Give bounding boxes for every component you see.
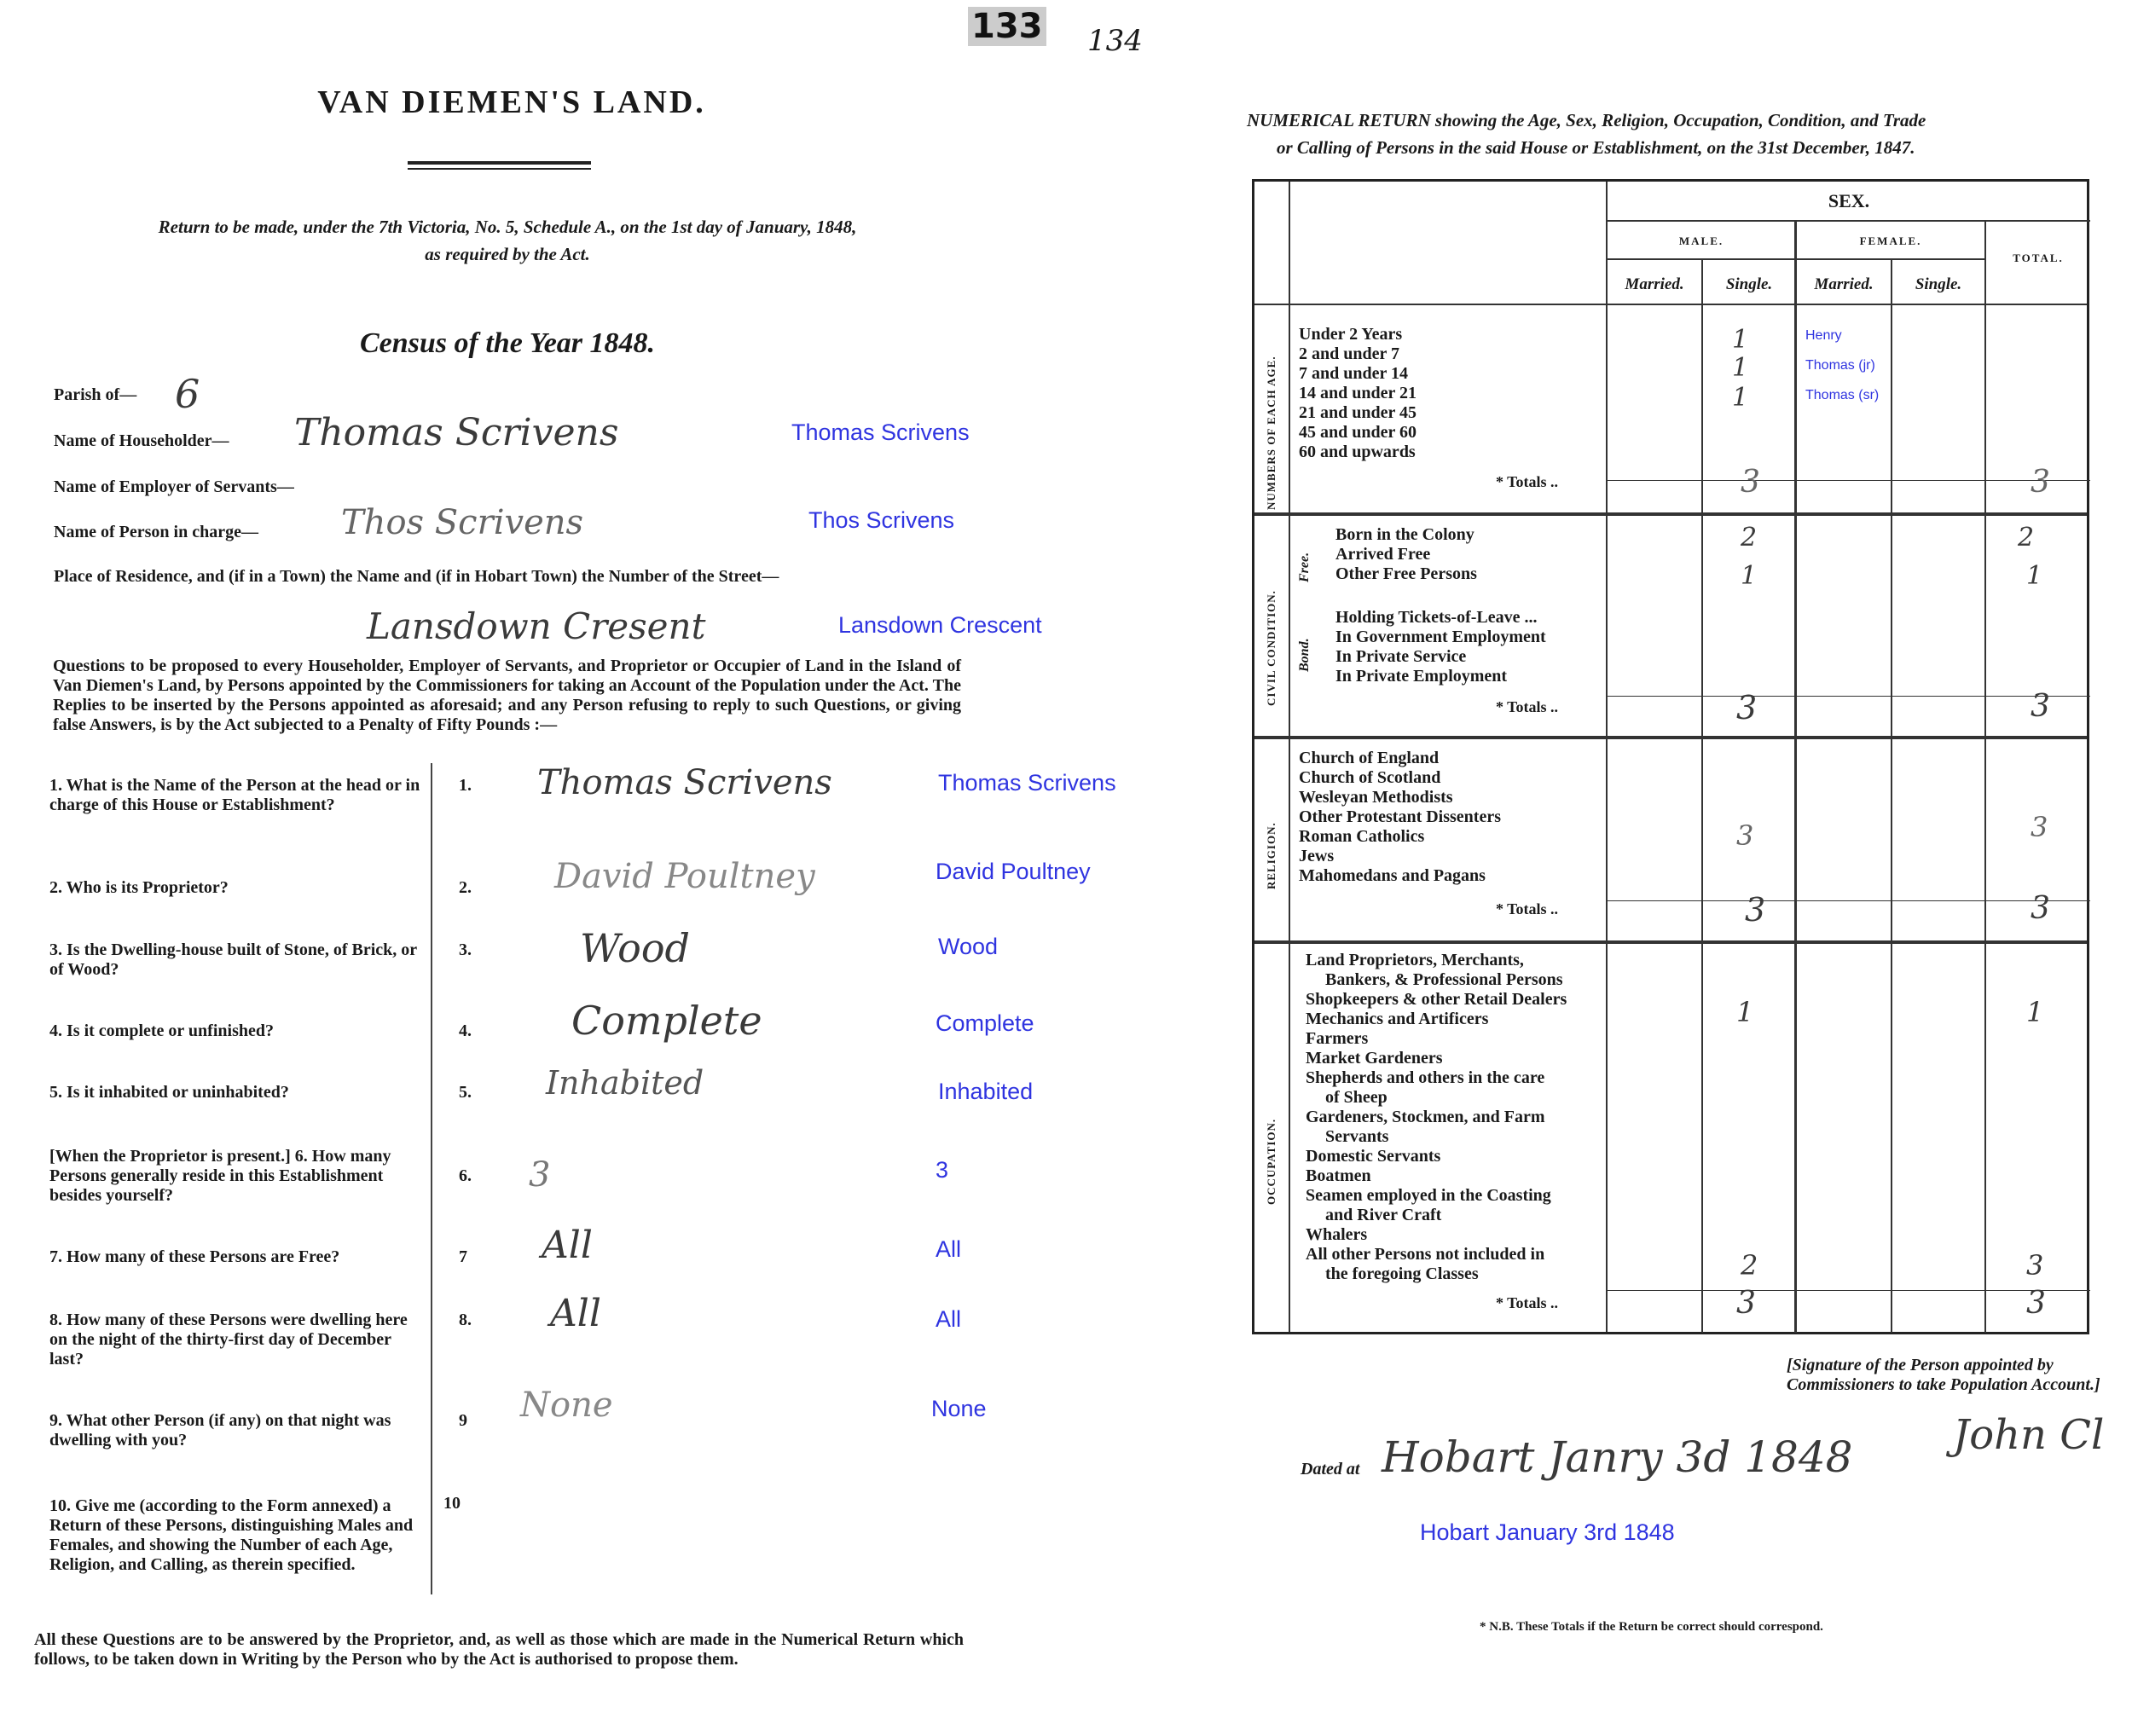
row-line-civil-end	[1254, 736, 2087, 739]
age-row-7: 60 and upwards	[1299, 443, 1416, 461]
householder-annotation: Thomas Scrivens	[791, 420, 970, 445]
row-line-age-end	[1254, 512, 2087, 516]
question-9: 9. What other Person (if any) on that night was dwelling with you?	[49, 1411, 391, 1450]
question-10: 10. Give me (according to the Form annexed) a Return of these Persons, distinguishing Males and Females, and showing the Number of each Age, Religion, and Calling, as therein specified.	[49, 1496, 414, 1574]
question-8-number: 8.	[459, 1311, 472, 1329]
answer-7-annotation: All	[936, 1236, 962, 1262]
question-1-number: 1.	[459, 776, 472, 795]
signature-handwriting: John Cl	[1953, 1411, 2105, 1459]
age-14to21-value: 1	[1732, 383, 1749, 413]
question-3-number: 3.	[459, 940, 472, 959]
age-row-2: 2 and under 7	[1299, 344, 1400, 363]
occupation-totals-total: 3	[2026, 1286, 2046, 1321]
census-title: Census of the Year 1848.	[359, 327, 656, 359]
col-line-female-single	[1891, 258, 1892, 1333]
section-free-heading: Free.	[1297, 552, 1312, 582]
question-2-number: 2.	[459, 878, 472, 897]
section-occupation-heading: OCCUPATION.	[1265, 1118, 1277, 1205]
occupation-row-10: Servants	[1325, 1127, 1389, 1146]
question-10-number: 10	[443, 1494, 461, 1513]
age-row-3: 7 and under 14	[1299, 364, 1409, 383]
civil-row-6: In Private Service	[1335, 647, 1467, 666]
occupation-row-4: Mechanics and Artificers	[1306, 1010, 1489, 1028]
age-row-6: 45 and under 60	[1299, 423, 1417, 442]
religion-roman-catholics-total: 3	[2031, 811, 2048, 843]
occupation-totals-label: * Totals ..	[1496, 1294, 1559, 1311]
header-total: TOTAL.	[2013, 252, 2064, 264]
question-1: 1. What is the Name of the Person at the head or in charge of this House or Establishment?	[49, 776, 420, 814]
row-line-male-female	[1606, 258, 1984, 260]
civil-other-free-total: 1	[2026, 561, 2043, 591]
question-2: 2. Who is its Proprietor?	[49, 878, 229, 897]
col-line-section	[1289, 182, 1290, 1332]
dated-handwriting: Hobart Janry 3d 1848	[1382, 1432, 1853, 1482]
answer-6-annotation: 3	[936, 1157, 949, 1183]
parish-handwriting: 6	[175, 371, 200, 417]
answer-7-handwriting: All	[542, 1224, 593, 1267]
question-4-number: 4.	[459, 1021, 472, 1040]
employer-label: Name of Employer of Servants—	[54, 477, 294, 496]
questions-intro: Questions to be proposed to every Householder, Employer of Servants, and Proprietor or Occupier of Land in the Island of Van Diemen's Land, by Persons appointed by the Commissioners for taking an Account of the Population under the Act. The Replies to be inserted by the Persons appointed as aforesaid; and any Person refusing to reply to such Questions, or giving false Answers, is by the Act subjected to a Penalty of Fifty Pounds :—	[53, 657, 961, 734]
section-bond-heading: Bond.	[1297, 638, 1312, 672]
return-line-2: as required by the Act.	[425, 244, 590, 264]
age-2to7-value: 1	[1732, 353, 1749, 383]
title-rule	[408, 161, 591, 165]
name-annotation-henry: Henry	[1805, 328, 1842, 343]
occupation-row-11: Domestic Servants	[1306, 1147, 1441, 1166]
question-3: 3. Is the Dwelling-house built of Stone, of Brick, or of Wood?	[49, 940, 417, 979]
header-sex: SEX.	[1828, 190, 1870, 211]
age-under2-value: 1	[1732, 325, 1749, 355]
answer-1-annotation: Thomas Scrivens	[938, 770, 1116, 796]
religion-row-3: Wesleyan Methodists	[1299, 788, 1453, 807]
occupation-row-14: and River Craft	[1325, 1206, 1442, 1224]
name-annotation-thomas-jr: Thomas (jr)	[1805, 358, 1875, 373]
religion-roman-catholics-value: 3	[1736, 819, 1754, 852]
civil-totals-male-single: 3	[1736, 689, 1758, 726]
age-row-5: 21 and under 45	[1299, 403, 1417, 422]
row-line-civil-totals	[1606, 696, 2090, 697]
question-9-number: 9	[459, 1411, 467, 1430]
residence-annotation: Lansdown Crescent	[838, 612, 1042, 638]
title-rule-thin	[408, 168, 591, 170]
civil-born-colony-value: 2	[1741, 523, 1758, 553]
answer-5-annotation: Inhabited	[938, 1079, 1034, 1104]
civil-row-5: In Government Employment	[1335, 628, 1546, 646]
civil-row-4: Holding Tickets-of-Leave ...	[1335, 608, 1538, 627]
occupation-row-1: Land Proprietors, Merchants,	[1306, 951, 1524, 969]
section-civil-heading: CIVIL CONDITION.	[1265, 590, 1277, 706]
answer-3-handwriting: Wood	[580, 925, 690, 971]
civil-totals-label: * Totals ..	[1496, 698, 1559, 715]
answer-1-handwriting: Thomas Scrivens	[537, 763, 832, 802]
header-female-single: Single.	[1915, 275, 1962, 293]
return-line-1: Return to be made, under the 7th Victoria, No. 5, Schedule A., on the 1st day of January, 1848,	[158, 217, 857, 237]
civil-born-colony-total: 2	[2018, 523, 2035, 553]
person-in-charge-annotation: Thos Scrivens	[808, 507, 955, 533]
row-line-sex	[1606, 220, 2090, 222]
header-female-married: Married.	[1814, 275, 1874, 293]
civil-row-2: Arrived Free	[1335, 545, 1431, 564]
question-6-text: [When the Proprietor is present.] 6. How many Persons generally reside in this Establishment besides yourself?	[49, 1147, 391, 1205]
age-totals-total: 3	[2031, 465, 2050, 500]
col-line-male-married	[1606, 182, 1608, 1332]
person-in-charge-handwriting: Thos Scrivens	[341, 503, 584, 542]
occupation-row-12: Boatmen	[1306, 1166, 1371, 1185]
age-row-1: Under 2 Years	[1299, 325, 1403, 344]
numerical-return-title-line-1: NUMERICAL RETURN showing the Age, Sex, Religion, Occupation, Condition, and Trade	[1247, 110, 1926, 130]
dated-annotation: Hobart January 3rd 1848	[1420, 1519, 1675, 1545]
col-line-total	[1984, 220, 1986, 1333]
occupation-mechanics-value: 1	[1736, 996, 1754, 1028]
col-line-male-single	[1701, 258, 1703, 1333]
civil-row-1: Born in the Colony	[1335, 525, 1474, 544]
answer-6-handwriting: 3	[529, 1155, 551, 1195]
answer-2-annotation: David Poultney	[936, 859, 1091, 884]
religion-totals-total: 3	[2031, 891, 2050, 926]
age-row-4: 14 and under 21	[1299, 384, 1417, 402]
page-title: VAN DIEMEN'S LAND.	[317, 84, 706, 120]
question-7-number: 7	[459, 1247, 467, 1266]
question-5: 5. Is it inhabited or uninhabited?	[49, 1083, 289, 1102]
row-line-occupation-totals	[1606, 1290, 2090, 1291]
header-male: MALE.	[1678, 234, 1724, 247]
age-totals-label: * Totals ..	[1496, 473, 1559, 490]
occupation-row-3: Shopkeepers & other Retail Dealers	[1306, 990, 1567, 1009]
residence-handwriting: Lansdown Cresent	[367, 605, 706, 647]
section-age-heading: NUMBERS OF EACH AGE.	[1265, 356, 1277, 510]
civil-row-3: Other Free Persons	[1335, 564, 1477, 583]
religion-row-5: Roman Catholics	[1299, 827, 1425, 846]
questions-footnote: All these Questions are to be answered by the Proprietor, and, as well as those which are made in the Numerical Return which follows, to be taken down in Writing by the Person who by the Act is authorised to propose them.	[34, 1630, 964, 1669]
row-line-age-totals	[1606, 480, 2090, 481]
header-female: FEMALE.	[1859, 234, 1922, 247]
numerical-return-title	[1247, 107, 2091, 161]
religion-row-1: Church of England	[1299, 749, 1440, 767]
numerical-return-title-line-2: or Calling of Persons in the said House or Establishment, on the 31st December, 1847.	[1277, 137, 1915, 158]
civil-other-free-value: 1	[1741, 561, 1758, 591]
answer-5-handwriting: Inhabited	[546, 1064, 704, 1102]
answer-9-annotation: None	[931, 1396, 987, 1421]
religion-totals-label: * Totals ..	[1496, 900, 1559, 917]
religion-totals-male-single: 3	[1745, 891, 1766, 929]
question-8: 8. How many of these Persons were dwelling here on the night of the thirty-first day of December last?	[49, 1311, 408, 1369]
totals-note: * N.B. These Totals if the Return be correct should correspond.	[1480, 1620, 1823, 1634]
religion-row-6: Jews	[1299, 847, 1335, 865]
occupation-mechanics-total: 1	[2026, 996, 2044, 1028]
occupation-row-7: Shepherds and others in the care	[1306, 1068, 1545, 1087]
occupation-row-15: Whalers	[1306, 1225, 1368, 1244]
residence-label: Place of Residence, and (if in a Town) the Name and (if in Hobart Town) the Number of the Street—	[54, 567, 779, 586]
question-7: 7. How many of these Persons are Free?	[49, 1247, 340, 1266]
answer-9-handwriting: None	[520, 1386, 613, 1425]
name-annotation-thomas-sr: Thomas (sr)	[1805, 388, 1880, 402]
question-6	[49, 1147, 425, 1206]
parish-label: Parish of—	[54, 385, 137, 404]
question-6-number: 6.	[459, 1166, 472, 1185]
dated-label: Dated at	[1301, 1460, 1360, 1478]
civil-totals-total: 3	[2031, 689, 2050, 724]
header-male-single: Single.	[1725, 275, 1773, 293]
question-5-number: 5.	[459, 1083, 472, 1102]
page-number-left: 133	[968, 7, 1046, 46]
row-line-header	[1254, 304, 2087, 305]
answer-4-handwriting: Complete	[571, 998, 762, 1044]
occupation-row-16: All other Persons not included in	[1306, 1245, 1545, 1264]
answer-8-handwriting: All	[550, 1292, 601, 1335]
person-in-charge-label: Name of Person in charge—	[54, 523, 258, 541]
occupation-row-5: Farmers	[1306, 1029, 1369, 1048]
householder-handwriting: Thomas Scrivens	[294, 411, 619, 454]
answer-3-annotation: Wood	[938, 934, 999, 959]
signature-note: [Signature of the Person appointed by Commissioners to take Population Account.]	[1787, 1356, 2100, 1394]
page-number-right: 134	[1087, 24, 1143, 58]
religion-row-4: Other Protestant Dissenters	[1299, 807, 1501, 826]
occupation-row-17: the foregoing Classes	[1325, 1264, 1479, 1283]
occupation-all-other-total: 3	[2026, 1249, 2044, 1282]
occupation-all-other-value: 2	[1741, 1249, 1758, 1282]
col-line-female	[1794, 220, 1797, 1333]
occupation-row-6: Market Gardeners	[1306, 1049, 1443, 1068]
religion-row-2: Church of Scotland	[1299, 768, 1441, 787]
question-4: 4. Is it complete or unfinished?	[49, 1021, 274, 1040]
answer-2-handwriting: David Poultney	[554, 857, 815, 896]
answer-4-annotation: Complete	[936, 1010, 1034, 1036]
occupation-row-13: Seamen employed in the Coasting	[1306, 1186, 1551, 1205]
section-religion-heading: RELIGION.	[1265, 822, 1277, 889]
numerical-return-table	[1252, 179, 2089, 1334]
householder-label: Name of Householder—	[54, 431, 229, 450]
occupation-row-8: of Sheep	[1325, 1088, 1388, 1107]
civil-row-7: In Private Employment	[1335, 667, 1508, 686]
row-line-religion-totals	[1606, 900, 2090, 901]
occupation-row-2: Bankers, & Professional Persons	[1325, 970, 1563, 989]
age-totals-male-single: 3	[1741, 465, 1760, 500]
question-column-divider	[431, 763, 432, 1594]
answer-8-annotation: All	[936, 1306, 962, 1332]
occupation-row-9: Gardeners, Stockmen, and Farm	[1306, 1108, 1545, 1126]
religion-row-7: Mahomedans and Pagans	[1299, 866, 1486, 885]
occupation-totals-male-single: 3	[1736, 1286, 1756, 1321]
row-line-religion-end	[1254, 940, 2087, 944]
return-instructions	[47, 213, 968, 268]
header-male-married: Married.	[1625, 275, 1684, 293]
